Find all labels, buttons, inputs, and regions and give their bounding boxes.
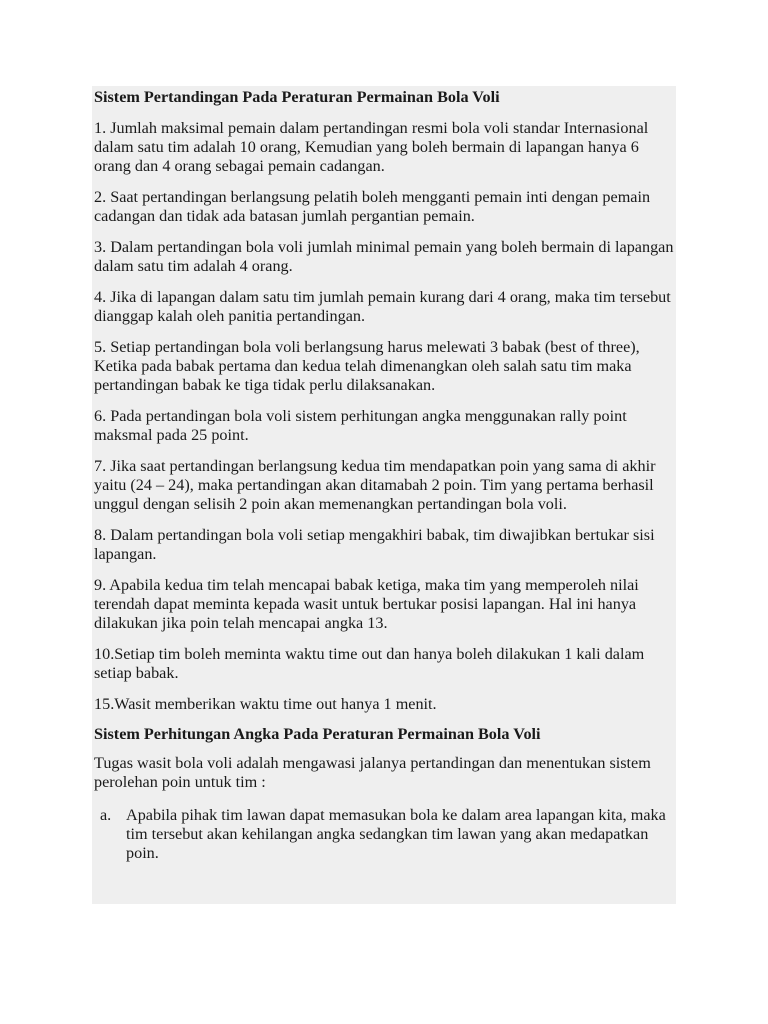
document-content <box>94 88 676 863</box>
rule-item-10: 10.Setiap tim boleh meminta waktu time out dan hanya boleh dilakukan 1 kali dalam setiap babak. <box>94 645 645 682</box>
section-title-scoring-system: Sistem Perhitungan Angka Pada Peraturan Permainan Bola Voli <box>94 725 541 743</box>
rule-item-3: 3. Dalam pertandingan bola voli jumlah minimal pemain yang boleh bermain di lapangan dalam satu tim adalah 4 orang. <box>94 238 674 275</box>
scoring-intro: Tugas wasit bola voli adalah mengawasi jalanya pertandingan dan menentukan sistem perolehan poin untuk tim : <box>94 754 651 791</box>
list-item-text: Apabila pihak tim lawan dapat memasukan bola ke dalam area lapangan kita, maka tim tersebut akan kehilangan angka sedangkan tim lawan yang akan medapatkan poin. <box>126 806 666 862</box>
rule-item-8: 8. Dalam pertandingan bola voli setiap mengakhiri babak, tim diwajibkan bertukar sisi lapangan. <box>94 526 655 563</box>
rule-item-4: 4. Jika di lapangan dalam satu tim jumlah pemain kurang dari 4 orang, maka tim tersebut dianggap kalah oleh panitia pertandingan. <box>94 288 671 325</box>
rule-item-2: 2. Saat pertandingan berlangsung pelatih boleh mengganti pemain inti dengan pemain cadangan dan tidak ada batasan jumlah pergantian pemain. <box>94 188 651 225</box>
rule-item-7: 7. Jika saat pertandingan berlangsung kedua tim mendapatkan poin yang sama di akhir yaitu (24 – 24), maka pertandingan akan ditamabah 2 poin. Tim yang pertama berhasil unggul dengan selisih 2 poin akan memenangkan pertandingan bola voli. <box>94 457 656 513</box>
rule-item-5: 5. Setiap pertandingan bola voli berlangsung harus melewati 3 babak (best of three), Ketika pada babak pertama dan kedua telah dimenangkan oleh salah satu tim maka pertandingan babak ke tiga tidak perlu dilaksanakan. <box>94 338 640 394</box>
rule-item-9: 9. Apabila kedua tim telah mencapai babak ketiga, maka tim yang memperoleh nilai terendah dapat meminta kepada wasit untuk bertukar posisi lapangan. Hal ini hanya dilakukan jika poin telah mencapai angka 13. <box>94 576 639 632</box>
section-title-match-system: Sistem Pertandingan Pada Peraturan Permainan Bola Voli <box>94 88 500 106</box>
rule-item-1: 1. Jumlah maksimal pemain dalam pertandingan resmi bola voli standar Internasional dalam satu tim adalah 10 orang, Kemudian yang boleh bermain di lapangan hanya 6 orang dan 4 orang sebagai pemain cadangan. <box>94 119 649 175</box>
list-marker: a. <box>100 806 112 824</box>
rule-item-6: 6. Pada pertandingan bola voli sistem perhitungan angka menggunakan rally point maksmal pada 25 point. <box>94 407 627 444</box>
rule-item-15: 15.Wasit memberikan waktu time out hanya 1 menit. <box>94 695 437 713</box>
scoring-list-item <box>94 806 676 863</box>
